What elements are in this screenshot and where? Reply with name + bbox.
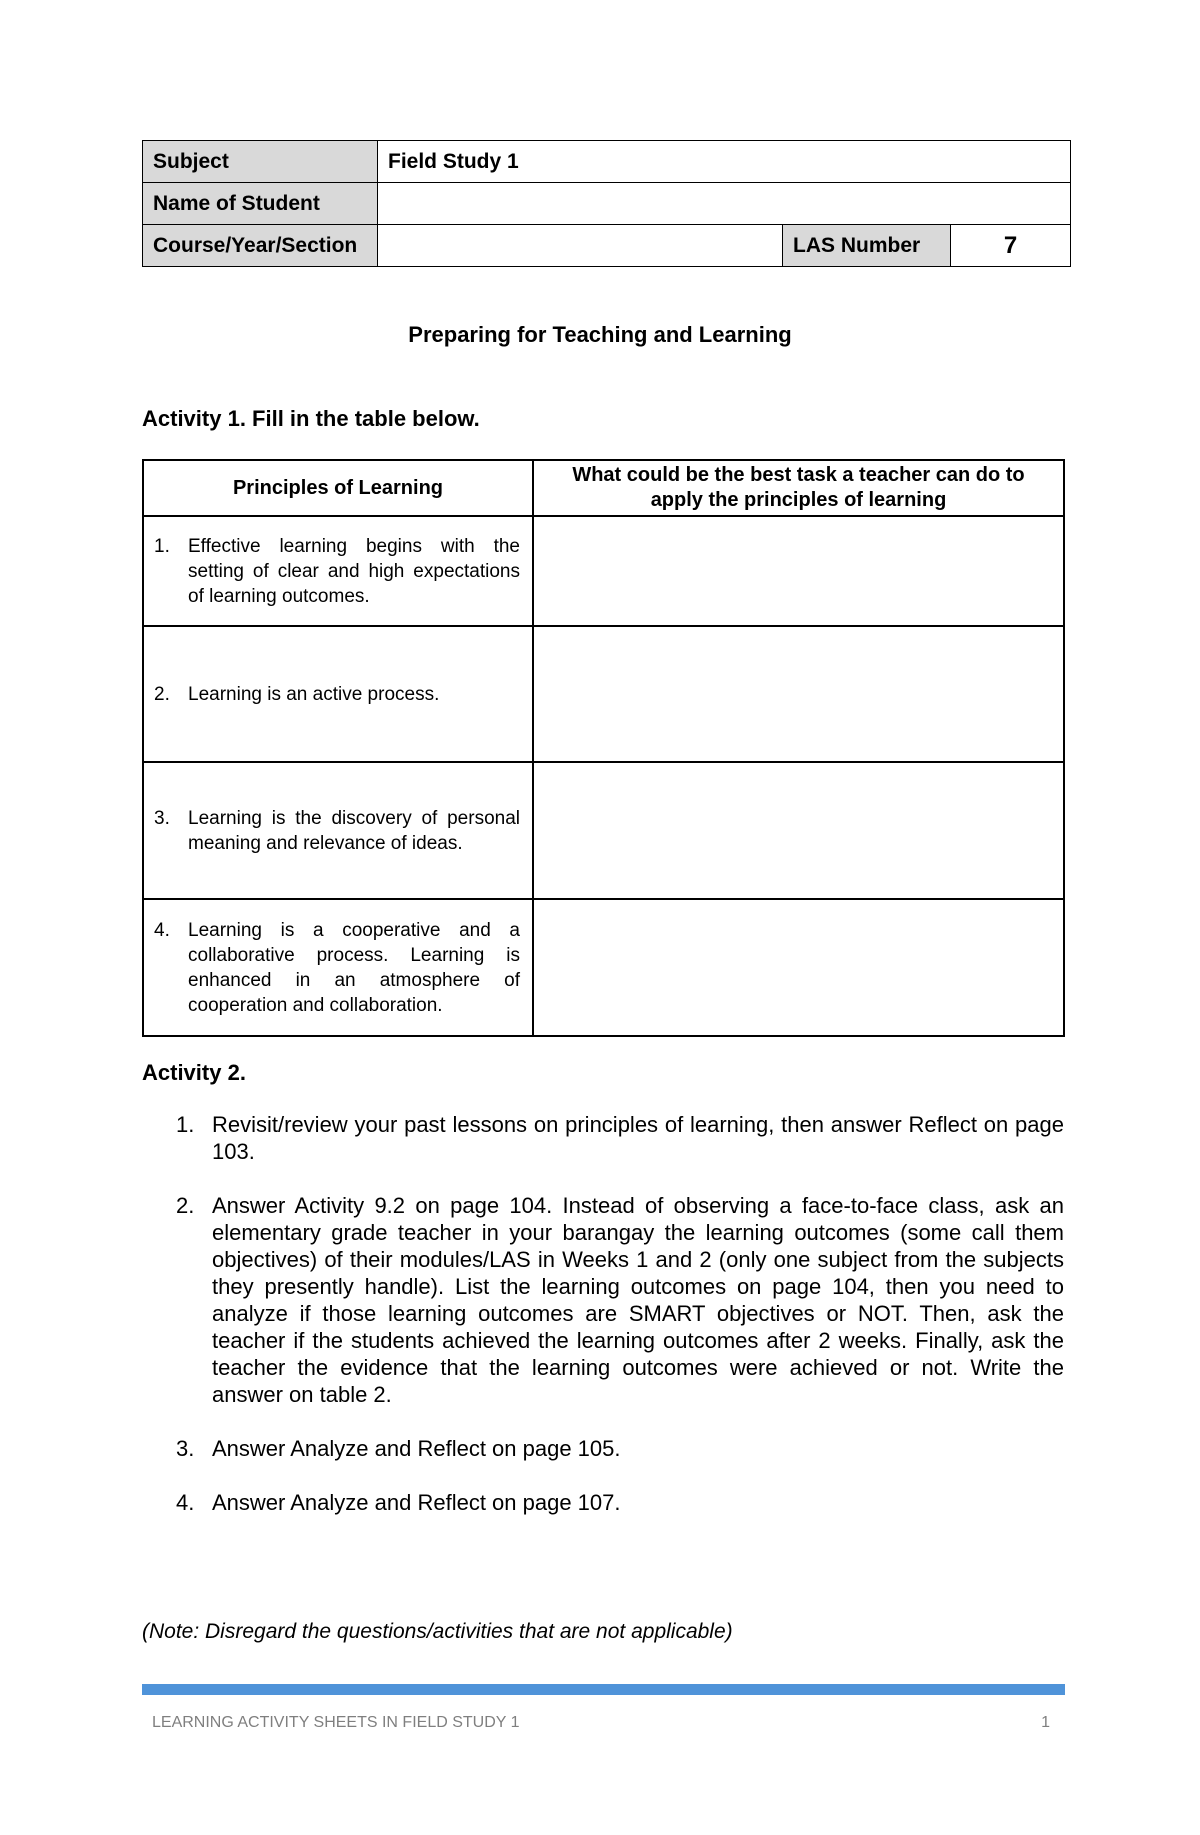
page-title: Preparing for Teaching and Learning: [408, 322, 792, 347]
course-row: [143, 225, 1071, 267]
answer-cell[interactable]: [533, 899, 1064, 1036]
list-item: [176, 1489, 1064, 1516]
student-name-row: [143, 183, 1071, 225]
principle-cell: [143, 516, 533, 626]
answer-cell[interactable]: [533, 516, 1064, 626]
subject-label: Subject: [143, 141, 378, 183]
list-item-text: Answer Activity 9.2 on page 104. Instead of observing a face-to-face class, ask an elementary grade teacher in your barangay the learning outcomes (some call them objectives) of their modules/LAS in Weeks 1 and 2 (only one subject from the subjects they presently handle). List the learning outcomes on page 104, then you need to analyze if those learning outcomes are SMART objectives or NOT. Then, ask the teacher if the students achieved the learning outcomes after 2 weeks. Finally, ask the teacher the evidence that the learning outcomes were achieved or not. Write the answer on table 2.: [212, 1193, 1064, 1407]
principle-cell: [143, 899, 533, 1036]
principle-text: Effective learning begins with the setting of clear and high expectations of learning outcomes.: [188, 535, 520, 607]
principle-cell: [143, 762, 533, 899]
footer-divider: [142, 1684, 1065, 1695]
principle-cell: [143, 626, 533, 762]
table-row: [143, 899, 1064, 1036]
activity2-heading: Activity 2.: [142, 1060, 246, 1085]
list-item-text: Answer Analyze and Reflect on page 105.: [212, 1436, 621, 1461]
principles-header-row: [143, 460, 1064, 516]
answer-cell[interactable]: [533, 762, 1064, 899]
principle-text: Learning is an active process.: [188, 683, 440, 705]
footer-title: LEARNING ACTIVITY SHEETS IN FIELD STUDY 1: [152, 1714, 520, 1731]
las-number-label: LAS Number: [783, 225, 951, 267]
list-item-number: 3.: [176, 1436, 195, 1461]
student-info-table: [142, 140, 1071, 267]
principle-text: Learning is the discovery of personal meaning and relevance of ideas.: [188, 807, 520, 854]
table-row: [143, 626, 1064, 762]
student-name-label: Name of Student: [143, 183, 378, 225]
list-item: [176, 1111, 1064, 1165]
principle-number: 3.: [154, 807, 170, 829]
activity1-heading: Activity 1. Fill in the table below.: [142, 406, 480, 431]
student-name-field[interactable]: [378, 183, 1071, 225]
las-number-value: 7: [951, 225, 1071, 267]
subject-value: Field Study 1: [378, 141, 1071, 183]
col-header-task: What could be the best task a teacher can do to apply the principles of learning: [533, 460, 1064, 516]
table-row: [143, 516, 1064, 626]
subject-row: [143, 141, 1071, 183]
page-number: 1: [1041, 1714, 1050, 1731]
course-label: Course/Year/Section: [143, 225, 378, 267]
principle-number: 2.: [154, 683, 170, 705]
principle-number: 4.: [154, 919, 170, 941]
principle-number: 1.: [154, 535, 170, 557]
list-item-number: 4.: [176, 1490, 195, 1515]
answer-cell[interactable]: [533, 626, 1064, 762]
list-item: [176, 1192, 1064, 1408]
note-text: (Note: Disregard the questions/activities that are not applicable): [142, 1620, 733, 1643]
col-header-principles: Principles of Learning: [143, 460, 533, 516]
activity2-list: [176, 1111, 1064, 1543]
list-item-number: 1.: [176, 1112, 195, 1137]
list-item-text: Answer Analyze and Reflect on page 107.: [212, 1490, 621, 1515]
principles-table: [142, 459, 1065, 1037]
principle-text: Learning is a cooperative and a collaborative process. Learning is enhanced in an atmosphere of cooperation and collaboration.: [188, 919, 520, 1016]
course-field[interactable]: [378, 225, 783, 267]
list-item-text: Revisit/review your past lessons on principles of learning, then answer Reflect on page 103.: [212, 1112, 1064, 1164]
list-item-number: 2.: [176, 1193, 195, 1218]
table-row: [143, 762, 1064, 899]
list-item: [176, 1435, 1064, 1462]
